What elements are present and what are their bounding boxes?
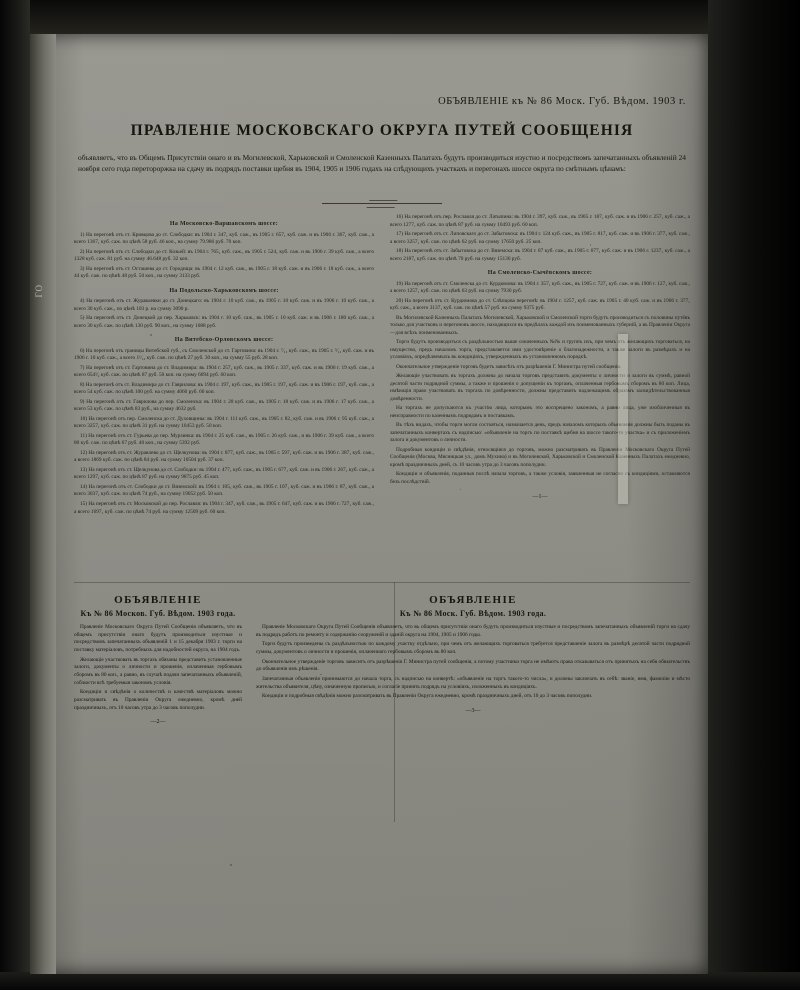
page-title: ПРАВЛЕНІЕ МОСКОВСКАГО ОКРУГА ПУТЕЙ СООБЩЕНІЯ [130, 122, 634, 139]
body-paragraph: Торги будутъ произведены съ раздѣльностью по каждому участку отдѣльно, при чемъ отъ желающихъ торговаться требуется представленіе залога въ размѣрѣ десятой части подрядной суммы, документовъ о личности и прошенія, оплаченнаго гербовымъ сборомъ въ 80 коп. [256, 641, 690, 656]
book-edge-top [0, 0, 800, 38]
section-heading: На Московско-Варшавскомъ шоссе: [169, 221, 279, 227]
notice-subtitle: Къ № 86 Москов. Губ. Вѣдом. 1903 года. [80, 609, 236, 618]
body-paragraph: Въ Могилевской Казенныхъ Палатахъ Могилевской, Харьковской и Смоленской торги будутъ производиться съ половины путёвъ только для участковъ и перегоновъ шоссе, находящихся въ предѣлахъ каждой изъ поименованныхъ губерній, а въ Правленіи Округа—для всѣхъ поименованныхъ. [390, 314, 690, 336]
page-number: —2— [150, 719, 166, 726]
notice-body [74, 624, 242, 727]
margin-fragment-text: ГО [34, 284, 44, 298]
body-paragraph: Запечатанныя объявленія принимаются до начала торга, съ надписью на конвертѣ: «объявленіе на торгъ такого-то числа», и должны заключать въ себѣ: званіе, имя, фамилію и мѣсто жительства объявителя, цѣну, означенную прописью, и согласіе принять подрядъ на условіяхъ, изложенныхъ въ кондиціяхъ. [256, 676, 690, 690]
book-edge-bottom [0, 972, 800, 990]
masthead: ОБЪЯВЛЕНІЕ къ № 86 Моск. Губ. Вѣдом. 1903 г. [438, 96, 686, 107]
document-page [30, 34, 708, 974]
list-item: 8) На перегонѣ отъ ст. Владимира до ст. Гаврилова: въ 1904 г. 197₁ куб. саж., въ 1905 г. 197₁ куб. саж. и въ 1906 г. 197₁ куб. саж., а всего 54 куб. саж. по цѣнѣ 100 руб. на сумму 4060 руб. 60 коп. [74, 381, 374, 396]
list-item: 15) На перегонѣ отъ ст. Московской до пер. Рославля: въ 1904 г. 347₁ куб. саж., въ 1905 г. 647₁ куб. саж. и въ 1906 г. 727₁ куб. саж., а всего 1697₁ куб. саж. по цѣнѣ 74 руб. на сумму 12509 руб. 60 коп. [74, 500, 374, 515]
body-paragraph: Торги будутъ производиться съ раздѣльностью выше означенныхъ №№ и группъ ихъ, при чемъ отъ желающихъ торговаться, на имущество, предъ началомъ торга, представляется ими удостовѣреніе о благонадежности, а также залоги въ размѣрахъ и на условіяхъ, опредѣляемыхъ въ кондиціяхъ, утвержденныхъ въ установленномъ порядкѣ. [390, 339, 690, 361]
section-heading: На Смоленско-Сычёвскомъ шоссе: [487, 270, 593, 277]
body-paragraph: Окончательное утвержденіе торговъ зависитъ отъ разрѣшенія Г. Министра путей сообщенія, а потому участники торга не имѣютъ права отказываться отъ принятыхъ на себя обязательствъ до объявленія имъ рѣшенія. [256, 658, 690, 673]
page-number: —1— [532, 493, 548, 500]
list-item: 6) На перегонѣ отъ границы Витебской губ., съ Смоленской до ст. Гартовина: въ 1904 г. ⁷⁄₁₂ куб. саж., въ 1905 г. ⁵⁄₁₂ куб. саж. и въ 1906 г. 10 куб. саж., а всего 1¹⁄₁₂ куб. саж. по цѣнѣ 27 руб. 30 коп., на сумму 55 руб. 28 коп. [74, 347, 374, 362]
notice-body [256, 624, 690, 716]
body-paragraph: Желающіе участвовать въ торгахъ должны до начала торговъ представить документы о личности и залоги въ суммѣ, равной десятой части подрядной суммы, а также и прошенія о допущеніи къ торгамъ, оплаченныя гербовымъ сборомъ въ 80 коп. Лица, имѣющія право участвовать въ торгахъ по довѣренности, должны представить надлежащимъ образомъ засвидѣтельствованныя довѣренности. [390, 373, 690, 402]
horizontal-rule [74, 582, 690, 583]
list-item: 7) На перегонѣ отъ ст. Гартовина до ст. Владимира: въ 1904 г. 257₁ куб. саж., въ 1905 г. 337₁ куб. саж. и въ 1906 г. 19 куб. саж., а всего 654¹⁄₂ куб. саж. по цѣнѣ 87 руб. 50 коп. на сумму 6094 руб. 60 коп. [74, 364, 374, 379]
section-heading: На Подольско-Харьковскомъ шоссе: [169, 287, 279, 294]
list-item: 19) На перегонѣ отъ ст. Смоленска до ст. Курдюмова: въ 1904 г. 357₁ куб. саж., въ 1905 г. 727₁ куб. саж. и въ 1906 г. 127₁ куб. саж., а всего 1257₁ куб. саж. по цѣнѣ 63 руб. на сумму 7930 руб. [390, 280, 690, 295]
list-item: 4) На перегонѣ отъ ст. Журавлевки до ст. Донецкаго: въ 1904 г. 10 куб. саж., въ 1905 г. 10 куб. саж. и въ 1906 г. 10 куб. саж., а всего 30 куб. саж., по цѣнѣ 103 р. на сумму 3090 р. [74, 298, 374, 312]
body-paragraph: Правленіе Московскаго Округа Путей Сообщенія объявляетъ, что въ общемъ присутствіи онаго будутъ производиться изустные и посредствомъ запечатанныхъ объявленій торги на сдачу въ подрядъ работъ по ремонту и содержанію сооруженій и зданій округа на 1904, 1905 и 1906 годы. [256, 624, 690, 638]
main-columns [74, 214, 690, 518]
body-paragraph: Окончательное утвержденіе торговъ будетъ зависѣть отъ разрѣшенія Г. Министра путей сообщенія. [396, 363, 622, 370]
notice-subtitle: Къ № 86 Моск. Губ. Вѣдом. 1903 года. [399, 609, 547, 618]
lower-notices [74, 594, 690, 727]
list-item: 11) На перегонѣ отъ ст. Гурьева до пер. Мурзинка: въ 1904 г. 25 куб. саж., въ 1905 г. 26 куб. саж., и въ 1906 г. 39 куб. саж., а всего 80 куб. саж. по цѣнѣ 67 руб. 40 коп., на сумму 5392 руб. [74, 432, 374, 447]
book-gutter-right [708, 0, 800, 990]
body-paragraph: Въ тѣхъ видахъ, чтобы торги могли состояться, назначается день, предъ началомъ которыхъ объявленія должны быть поданы въ запечатанныхъ конвертахъ съ надписью: «объявленіе на торгъ по поставкѣ щебня на шоссе такого-то участка» и съ приложеніемъ залога и документовъ о личности. [390, 422, 690, 444]
body-paragraph: Правленіе Московскаго Округа Путей Сообщенія объявляетъ, что въ общемъ присутствіи онаго будутъ производиться изустные и посредствомъ запечатанныхъ объявленій 1 и 15 декабря 1903 г. торги на поставку матеріаловъ, потребныхъ для надобностей округа, на 1904 годъ. [74, 624, 242, 654]
book-gutter-left [0, 0, 30, 990]
notice-title: ОБЪЯВЛЕНІЕ [114, 594, 202, 606]
ornament-divider [322, 200, 442, 206]
list-item: 13) На перегонѣ отъ ст. Щелкунова до ст. Слободки: въ 1904 г. 477₁ куб. саж., въ 1905 г. 677₁ куб. саж. и въ 1906 г. 267₁ куб. саж., а всего 1297₁ куб. саж. по цѣнѣ 87 руб. на сумму 9875 руб. 45 коп. [74, 466, 374, 481]
page-repair-tape [618, 334, 628, 504]
body-paragraph: Кондиціи и свѣдѣнія о количествѣ и качествѣ матеріаловъ можно разсматривать въ Правленіи Округа ежедневно, кромѣ дней праздничныхъ, отъ 10 часовъ утра до 3 часовъ пополудни. [74, 689, 242, 711]
list-item: 17) На перегонѣ отъ ст. Липовскаго до ст. Забытовска: въ 1904 г. 124 куб. саж., въ 1905 г. 817₁ куб. саж. и въ 1906 г. 377₁ куб. саж., а всего 3257₁ куб. саж. по цѣнѣ 62 руб. на сумму 17650 руб. 25 коп. [390, 231, 690, 245]
page-sheet [56, 34, 708, 974]
list-item: 14) На перегонѣ отъ ст. Слободки до ст. Вяземской: въ 1904 г. 105₁ куб. саж., въ 1905 г. 107₁ куб. саж. и въ 1906 г. 87₁ куб. саж., а всего 3037₁ куб. саж. по цѣнѣ 74 руб., на сумму 19052 руб. 50 коп. [74, 483, 374, 498]
list-item: 20) На перегонѣ отъ ст. Курдюмова до ст. Слѣпцова перегонѣ: въ 1904 г. 1257₁ куб. саж. въ 1905 г. 40 куб. саж. и въ 1906 г. 377₁ куб. саж., а всего 3137₁ куб. саж. по цѣнѣ 57 руб. на сумму 9375 руб. [390, 297, 690, 312]
page-number: —3— [465, 708, 481, 715]
list-item: 5) На перегонѣ отъ ст. Донецкой до пер. Харьковск: въ 1904 г. 10 куб. саж., въ 1905 г. 10 куб. саж. и въ 1906 г. 180 куб. саж., а всего 30 куб. саж. по цѣнѣ 130 руб. 90 коп., на сумму 1088 руб. [74, 315, 374, 329]
list-item: 12) На перегонѣ отъ ст. Журавлево до ст. Щелкунова: въ 1904 г. 877₁ куб. саж., въ 1905 г. 597₁ куб. саж. и въ 1906 г. 387₁ куб. саж., а всего 1869 куб. саж. по цѣнѣ 84 руб. на сумму 10504 руб. 37 коп. [74, 449, 374, 464]
body-paragraph: Кондиціи и подробныя свѣдѣнія можно разсматривать въ Правленіи Округа ежедневно, кромѣ праздничныхъ дней, отъ 10 до 3 часовъ пополудни. [262, 693, 593, 700]
notice-right [256, 594, 690, 727]
column-right [390, 214, 690, 518]
list-item: 3) На перегонѣ отъ ст. Осташева до ст. Городища: въ 1904 г. 12 куб. саж., въ 1905 г. 18 куб. саж. и въ 1906 г. 18 куб. саж., а всего 44 куб. саж. по цѣнѣ 48 руб. 50 коп., на сумму 3133 руб. [74, 265, 374, 280]
notice-title: ОБЪЯВЛЕНІЕ [429, 594, 517, 606]
list-item: 18) На перегонѣ отъ ст. Забытовска до ст. Вяземска: въ 1904 г. 87 куб. саж., въ 1905 г. 677₁ куб. саж. и въ 1906 г. 1237₁ куб. саж., а всего 2187₁ куб. саж. по цѣнѣ 70 руб. на сумму 15130 руб. [390, 248, 690, 262]
list-item: 16) На перегонѣ отъ пер. Рославля до ст. Латыпина: въ 1904 г. 397₁ куб. саж., въ 1905 г. 187₁ куб. саж. и въ 1906 г. 257₁ куб. саж., а всего 1277₁ куб. саж. по цѣнѣ 87 руб. на сумму 10493 руб. 60 коп. [390, 214, 690, 228]
body-paragraph: Подробныя кондиціи и свѣдѣнія, относящіяся до торговъ, можно разсматривать въ Правленіи Московскаго Округа Путей Сообщенія (Москва, Мясницкая ул., домъ Мухина) и въ Могилевской, Харьковской и Смоленской Казенныхъ Палатахъ ежедневно, кромѣ праздничныхъ дней, съ 10 часовъ утра до 3 часовъ пополудни. [390, 446, 690, 468]
section-heading: На Витебско-Орловскомъ шоссе: [174, 337, 274, 344]
body-paragraph: Желающіе участвовать въ торгахъ обязаны представить установленные залоги, документы о личности и прошенія, оплаченныя гербовымъ сборомъ въ 80 коп., а равно, въ случаѣ подачи запечатанныхъ объявленій, соблюсти всѣ требуемыя закономъ условія. [74, 656, 242, 686]
intro-paragraph: объявляетъ, что въ Общемъ Присутствіи онаго и въ Могилевской, Харьковской и Смоленской Казенныхъ Палатахъ будутъ производиться изустно и посредствомъ запечатанныхъ объявленій 24 ноября сего года перетороржка на сдачу въ подрядъ поставки щебня въ 1904, 1905 и 1906 годахъ на слѣдующихъ участкахъ и перегонахъ шоссе округа по смѣтнымъ цѣнамъ: [78, 153, 686, 174]
notice-left [74, 594, 242, 727]
list-item: 9) На перегонѣ отъ ст. Гаврилова до пер. Смоленска: въ 1904 г. 20 куб. саж., въ 1905 г. 18 куб. саж. и въ 1906 г. 17 куб. саж., а всего 53 куб. саж. по цѣнѣ 83 руб., на сумму 4632 руб. [74, 398, 374, 413]
column-left [74, 214, 374, 518]
list-item: 1) На перегонѣ отъ ст. Кривцова до ст. Слободки: въ 1904 г. 347₁ куб. саж., въ 1905 г. 657₁ куб. саж. и въ 1906 г. 367₁ куб. саж., а всего 1367₁ куб. саж. по цѣнѣ 58 руб. 46 коп., на сумму 79.986 руб. 70 коп. [74, 231, 374, 246]
body-paragraph: На торгахъ не допускаются къ участію лица, которымъ это воспрещено закономъ, а равно лица, уже изобличенныя въ неисправности по казеннымъ подрядамъ и поставкамъ. [390, 405, 690, 419]
list-item: 10) На перегонѣ отъ пер. Смоленска до ст. Духовщины: въ 1904 г. 111 куб. саж., въ 1905 г. 82₁ куб. саж. и въ 1906 г. 95 куб. саж., а всего 3257₁ куб. саж. по цѣнѣ 31 руб. на сумму 10453 руб. 50 коп. [74, 415, 374, 430]
page-left-margin-strip [30, 34, 56, 974]
list-item: 2) На перегонѣ отъ ст. Слободки до ст. Козьей: въ 1904 г. 765₁ куб. саж., въ 1905 г. 524₁ куб. саж. и въ 1906 г. 39 куб. саж., а всего 1328 куб. саж. 81 руб. на сумму 46.648 руб. 32 коп. [74, 248, 374, 263]
body-paragraph: Кондиціи и объявленія, поданныя послѣ начала торговъ, а также условія, заявленныя не согласно съ кондиціями, оставляются безъ послѣдствій. [390, 471, 690, 485]
